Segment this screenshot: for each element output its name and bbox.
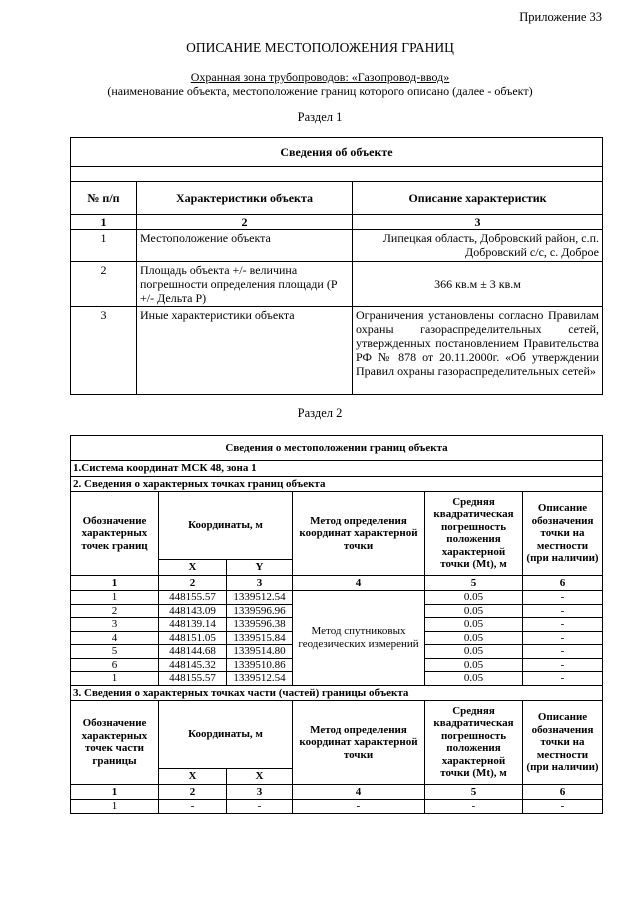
col-error-parts-header: Средняя квадратическая погрешность положения характерной точки (Mt), м [425, 701, 523, 785]
col-char-header: Характеристики объекта [137, 182, 353, 215]
row-characteristic: Иные характеристики объекта [137, 307, 353, 395]
point-x: 448155.57 [159, 591, 227, 605]
table-row [71, 591, 603, 605]
point-error: 0.05 [425, 672, 523, 686]
col-desc-header: Описание обозначения точки на местности (при наличии) [523, 492, 603, 576]
point-y: 1339515.84 [227, 631, 293, 645]
point-desc: - [523, 658, 603, 672]
point-y: 1339514.80 [227, 645, 293, 659]
point-number: 5 [71, 645, 159, 659]
col-x2-parts-header: X [227, 769, 293, 785]
point-error: 0.05 [425, 618, 523, 632]
col-desc-header: Описание характеристик [353, 182, 603, 215]
col-number: 5 [425, 575, 523, 591]
point-error: 0.05 [425, 631, 523, 645]
col-number: 4 [293, 575, 425, 591]
point-y: 1339596.38 [227, 618, 293, 632]
col-x-header: X [159, 560, 227, 576]
col-number: 6 [523, 784, 603, 800]
appendix-label: Приложение 33 [519, 10, 602, 24]
point-number: 2 [71, 604, 159, 618]
col-number: 3 [353, 215, 603, 230]
part-point-number: 1 [71, 800, 159, 814]
point-number: 3 [71, 618, 159, 632]
col-error-header: Средняя квадратическая погрешность положения характерной точки (Mt), м [425, 492, 523, 576]
point-y: 1339512.54 [227, 672, 293, 686]
table-row [71, 262, 603, 307]
row-number: 1 [71, 230, 137, 262]
part-point-error: - [425, 800, 523, 814]
col-designation-parts-header: Обозначение характерных точек части границы [71, 701, 159, 785]
part-point-method: - [293, 800, 425, 814]
col-number: 2 [159, 784, 227, 800]
point-desc: - [523, 604, 603, 618]
col-number: 3 [227, 575, 293, 591]
col-number: 1 [71, 575, 159, 591]
method-cell: Метод спутниковых геодезических измерений [293, 591, 425, 686]
document-title: ОПИСАНИЕ МЕСТОПОЛОЖЕНИЯ ГРАНИЦ [186, 40, 454, 55]
row-description: Ограничения установлены согласно Правилам охраны газораспределительных сетей, утвержденных постановлением Правительства РФ № 878 от 20.11.2000г. «Об утверждении Правил охраны газораспределительных сетей» [353, 307, 603, 395]
row-characteristic: Местоположение объекта [137, 230, 353, 262]
point-error: 0.05 [425, 604, 523, 618]
col-number: 1 [71, 784, 159, 800]
col-method-header: Метод определения координат характерной точки [293, 492, 425, 576]
col-number: 4 [293, 784, 425, 800]
boundary-title: Сведения о местоположении границ объекта [71, 436, 603, 461]
col-num-header: № п/п [71, 182, 137, 215]
col-x1-parts-header: X [159, 769, 227, 785]
col-designation-header: Обозначение характерных точек границ [71, 492, 159, 576]
part-point-desc: - [523, 800, 603, 814]
point-x: 448145.32 [159, 658, 227, 672]
point-number: 1 [71, 591, 159, 605]
point-x: 448155.57 [159, 672, 227, 686]
parts-section-title: 3. Сведения о характерных точках части (частей) границы объекта [71, 685, 603, 701]
table-row [71, 307, 603, 395]
part-point-x: - [159, 800, 227, 814]
col-desc-parts-header: Описание обозначения точки на местности (при наличии) [523, 701, 603, 785]
row-number: 3 [71, 307, 137, 395]
table-row [71, 800, 603, 814]
point-y: 1339512.54 [227, 591, 293, 605]
point-y: 1339596.96 [227, 604, 293, 618]
col-coords-header: Координаты, м [159, 492, 293, 560]
point-x: 448143.09 [159, 604, 227, 618]
col-number: 2 [159, 575, 227, 591]
point-number: 1 [71, 672, 159, 686]
col-coords-parts-header: Координаты, м [159, 701, 293, 769]
row-description: 366 кв.м ± 3 кв.м [353, 262, 603, 307]
point-x: 448151.05 [159, 631, 227, 645]
row-description: Липецкая область, Добровский район, с.п. Добровский с/с, с. Доброе [353, 230, 603, 262]
object-info-table [70, 137, 603, 395]
col-number: 3 [227, 784, 293, 800]
col-number: 5 [425, 784, 523, 800]
points-section-title: 2. Сведения о характерных точках границ объекта [71, 476, 603, 492]
row-characteristic: Площадь объекта +/- величина погрешности определения площади (Р +/- Дельта Р) [137, 262, 353, 307]
object-name: Охранная зона трубопроводов: «Газопровод-ввод» [190, 70, 450, 84]
point-desc: - [523, 672, 603, 686]
point-x: 448144.68 [159, 645, 227, 659]
point-error: 0.05 [425, 591, 523, 605]
row-number: 2 [71, 262, 137, 307]
col-method-parts-header: Метод определения координат характерной точки [293, 701, 425, 785]
boundary-table [70, 435, 603, 814]
table-row [71, 230, 603, 262]
col-number: 6 [523, 575, 603, 591]
coordinate-system: 1.Система координат МСК 48, зона 1 [71, 461, 603, 477]
point-desc: - [523, 631, 603, 645]
point-desc: - [523, 618, 603, 632]
point-number: 4 [71, 631, 159, 645]
section1-label: Раздел 1 [297, 110, 343, 124]
col-number: 1 [71, 215, 137, 230]
spacer-row [71, 167, 603, 182]
section2-label: Раздел 2 [297, 406, 343, 420]
point-desc: - [523, 591, 603, 605]
point-error: 0.05 [425, 645, 523, 659]
point-desc: - [523, 645, 603, 659]
object-caption: (наименование объекта, местоположение границ которого описано (далее - объект) [107, 84, 533, 98]
point-y: 1339510.86 [227, 658, 293, 672]
col-y-header: Y [227, 560, 293, 576]
object-info-title: Сведения об объекте [71, 138, 603, 167]
part-point-y: - [227, 800, 293, 814]
point-number: 6 [71, 658, 159, 672]
point-x: 448139.14 [159, 618, 227, 632]
point-error: 0.05 [425, 658, 523, 672]
col-number: 2 [137, 215, 353, 230]
